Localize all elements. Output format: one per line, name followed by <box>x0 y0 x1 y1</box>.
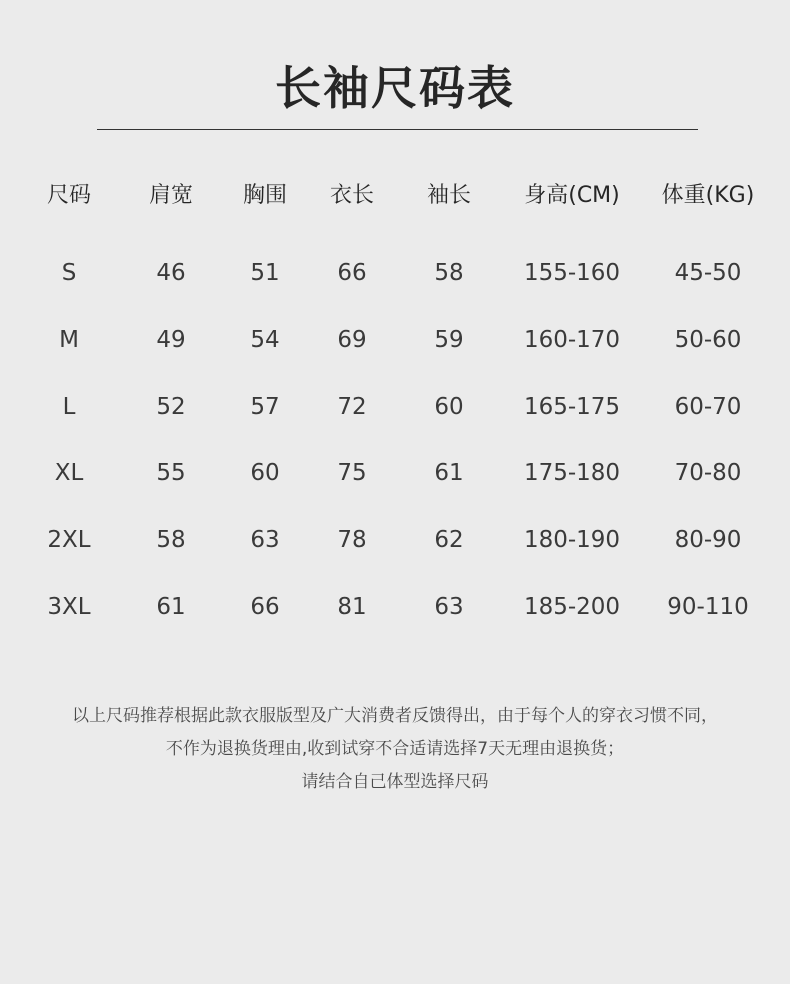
header-sleeve-length: 袖长 <box>426 183 472 208</box>
cell-size: M <box>59 327 79 353</box>
note-line: 以上尺码推荐根据此款衣服版型及广大消费者反馈得出，由于每个人的穿衣习惯不同， <box>72 706 718 726</box>
cell-height: 155-160 <box>523 260 621 286</box>
cell-chest: 57 <box>250 394 280 420</box>
cell-height: 180-190 <box>523 527 621 553</box>
page-title: 长袖尺码表 <box>275 61 515 115</box>
cell-sleeve-length: 60 <box>434 394 464 420</box>
cell-chest: 63 <box>250 527 280 553</box>
header-height: 身高(CM) <box>524 183 620 208</box>
cell-chest: 51 <box>250 260 280 286</box>
cell-shoulder-width: 58 <box>156 527 186 553</box>
header-length: 衣长 <box>329 183 375 208</box>
cell-size: L <box>62 394 76 420</box>
cell-shoulder-width: 61 <box>156 594 186 620</box>
cell-length: 75 <box>337 460 367 486</box>
size-notes <box>0 700 790 799</box>
cell-chest: 66 <box>250 594 280 620</box>
cell-shoulder-width: 46 <box>156 260 186 286</box>
cell-weight: 45-50 <box>674 260 742 286</box>
cell-sleeve-length: 62 <box>434 527 464 553</box>
cell-length: 78 <box>337 527 367 553</box>
note-line: 不作为退换货理由,收到试穿不合适请选择7天无理由退换货； <box>165 739 625 759</box>
cell-weight: 50-60 <box>674 327 742 353</box>
cell-length: 81 <box>337 594 367 620</box>
cell-shoulder-width: 52 <box>156 394 186 420</box>
cell-height: 185-200 <box>523 594 621 620</box>
cell-weight: 90-110 <box>667 594 749 620</box>
cell-height: 165-175 <box>523 394 621 420</box>
cell-height: 175-180 <box>523 460 621 486</box>
cell-shoulder-width: 49 <box>156 327 186 353</box>
cell-weight: 60-70 <box>674 394 742 420</box>
header-weight: 体重(KG) <box>661 183 755 208</box>
cell-chest: 60 <box>250 460 280 486</box>
cell-length: 66 <box>337 260 367 286</box>
cell-length: 69 <box>337 327 367 353</box>
cell-weight: 70-80 <box>674 460 742 486</box>
cell-size: 2XL <box>47 527 91 553</box>
header-chest: 胸围 <box>242 183 288 208</box>
cell-length: 72 <box>337 394 367 420</box>
cell-weight: 80-90 <box>674 527 742 553</box>
cell-sleeve-length: 59 <box>434 327 464 353</box>
cell-size: XL <box>54 460 84 486</box>
cell-shoulder-width: 55 <box>156 460 186 486</box>
note-line: 请结合自己体型选择尺码 <box>301 772 489 792</box>
cell-chest: 54 <box>250 327 280 353</box>
cell-height: 160-170 <box>523 327 621 353</box>
header-size: 尺码 <box>46 183 92 208</box>
title-divider <box>97 129 698 130</box>
header-shoulder-width: 肩宽 <box>148 183 194 208</box>
cell-size: S <box>61 260 77 286</box>
cell-sleeve-length: 58 <box>434 260 464 286</box>
cell-sleeve-length: 61 <box>434 460 464 486</box>
cell-size: 3XL <box>47 594 91 620</box>
cell-sleeve-length: 63 <box>434 594 464 620</box>
